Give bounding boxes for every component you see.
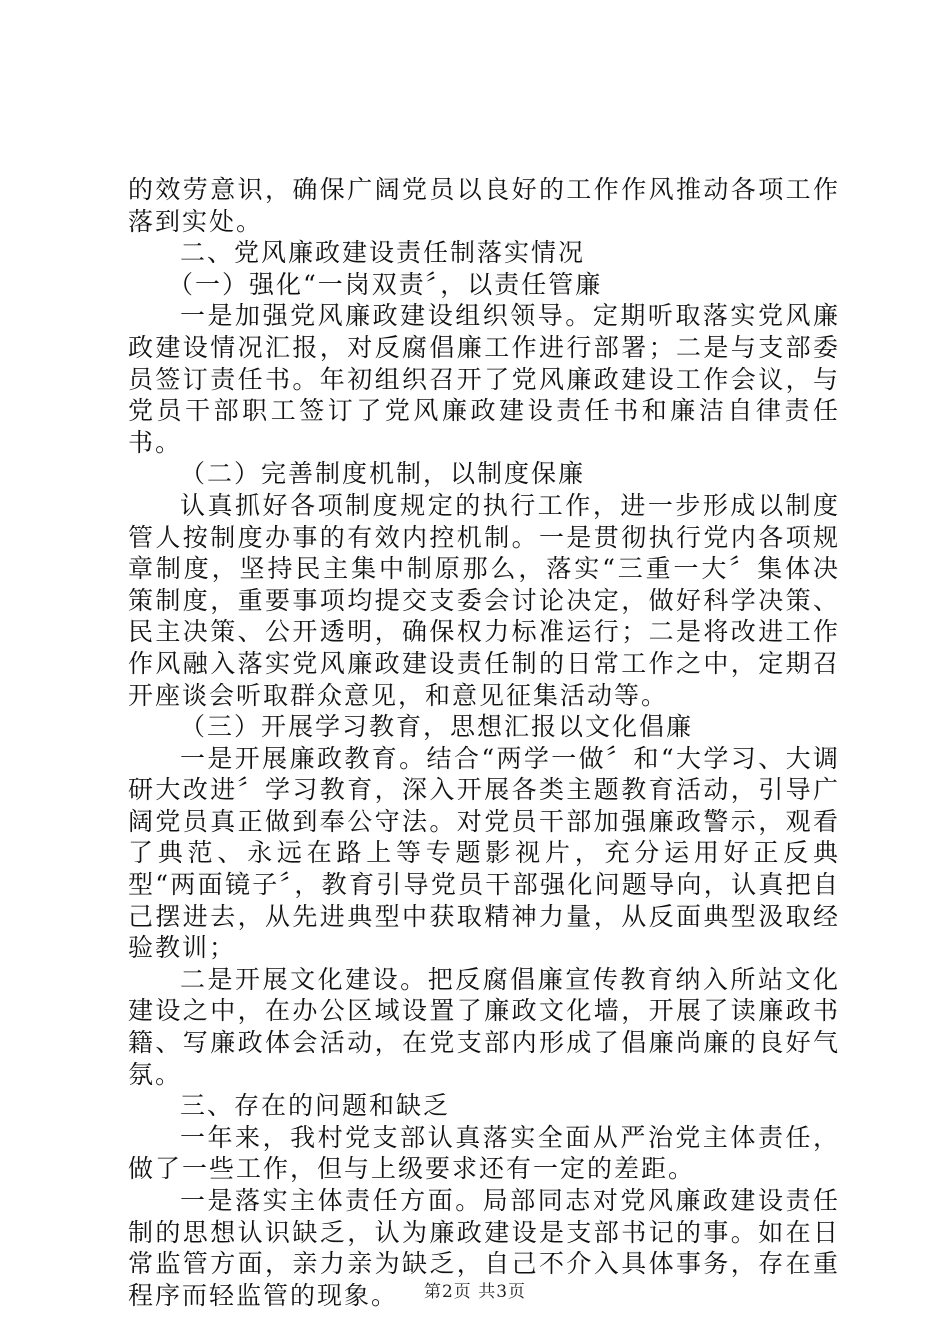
- section-heading-2: 二、党风廉政建设责任制落实情况: [180, 238, 586, 268]
- body-paragraph: 二是开展文化建设。把反腐倡廉宣传教育纳入所站文化建设之中，在办公区域设置了廉政文化墙，开展了读廉政书籍、写廉政体会活动，在党支部内形成了倡廉尚廉的良好气氛。: [128, 964, 840, 1089]
- paragraph-continuation: 的效劳意识，确保广阔党员以良好的工作作风推动各项工作落到实处。: [128, 175, 840, 236]
- body-paragraph: 一是加强党风廉政建设组织领导。定期听取落实党风廉政建设情况汇报，对反腐倡廉工作进行部署；二是与支部委员签订责任书。年初组织召开了党风廉政建设工作会议，与党员干部职工签订了党风廉政建设责任书和廉洁自律责任书。: [128, 301, 840, 457]
- body-paragraph: 一是开展廉政教育。结合“两学一做〞和“大学习、大调研大改进〞学习教育，深入开展各类主题教育活动，引导广阔党员真正做到奉公守法。对党员干部加强廉政警示，观看了典范、永远在路上等专题影视片，充分运用好正反典型“两面镜子〞，教育引导党员干部强化问题导向，认真把自己摆进去，从先进典型中获取精神力量，从反面典型汲取经验教训；: [128, 743, 840, 963]
- subheading-3: （三）开展学习教育，思想汇报以文化倡廉: [180, 712, 694, 742]
- body-paragraph: 一年来，我村党支部认真落实全面从严治党主体责任，做了一些工作，但与上级要求还有一定的差距。: [128, 1122, 840, 1184]
- subheading-2: （二）完善制度机制，以制度保廉: [180, 459, 586, 489]
- body-paragraph: 认真抓好各项制度规定的执行工作，进一步形成以制度管人按制度办事的有效内控机制。一是贯彻执行党内各项规章制度，坚持民主集中制原那么，落实“三重一大〞集体决策制度，重要事项均提交支委会讨论决定，做好科学决策、民主决策、公开透明，确保权力标准运行；二是将改进工作作风融入落实党风廉政建设责任制的日常工作之中，定期召开座谈会听取群众意见，和意见征集活动等。: [128, 490, 840, 710]
- document-body: [128, 174, 840, 1311]
- section-heading-3: 三、存在的问题和缺乏: [180, 1091, 451, 1121]
- body-paragraph: 一是落实主体责任方面。局部同志对党风廉政建设责任制的思想认识缺乏，认为廉政建设是支部书记的事。如在日常监管方面，亲力亲为缺乏，自己不介入具体事务，存在重程序而轻监管的现象。: [128, 1186, 840, 1310]
- page-number-footer: 第2页 共3页: [423, 1282, 527, 1302]
- subheading-1: （一）强化“一岗双责〞，以责任管廉: [168, 269, 603, 299]
